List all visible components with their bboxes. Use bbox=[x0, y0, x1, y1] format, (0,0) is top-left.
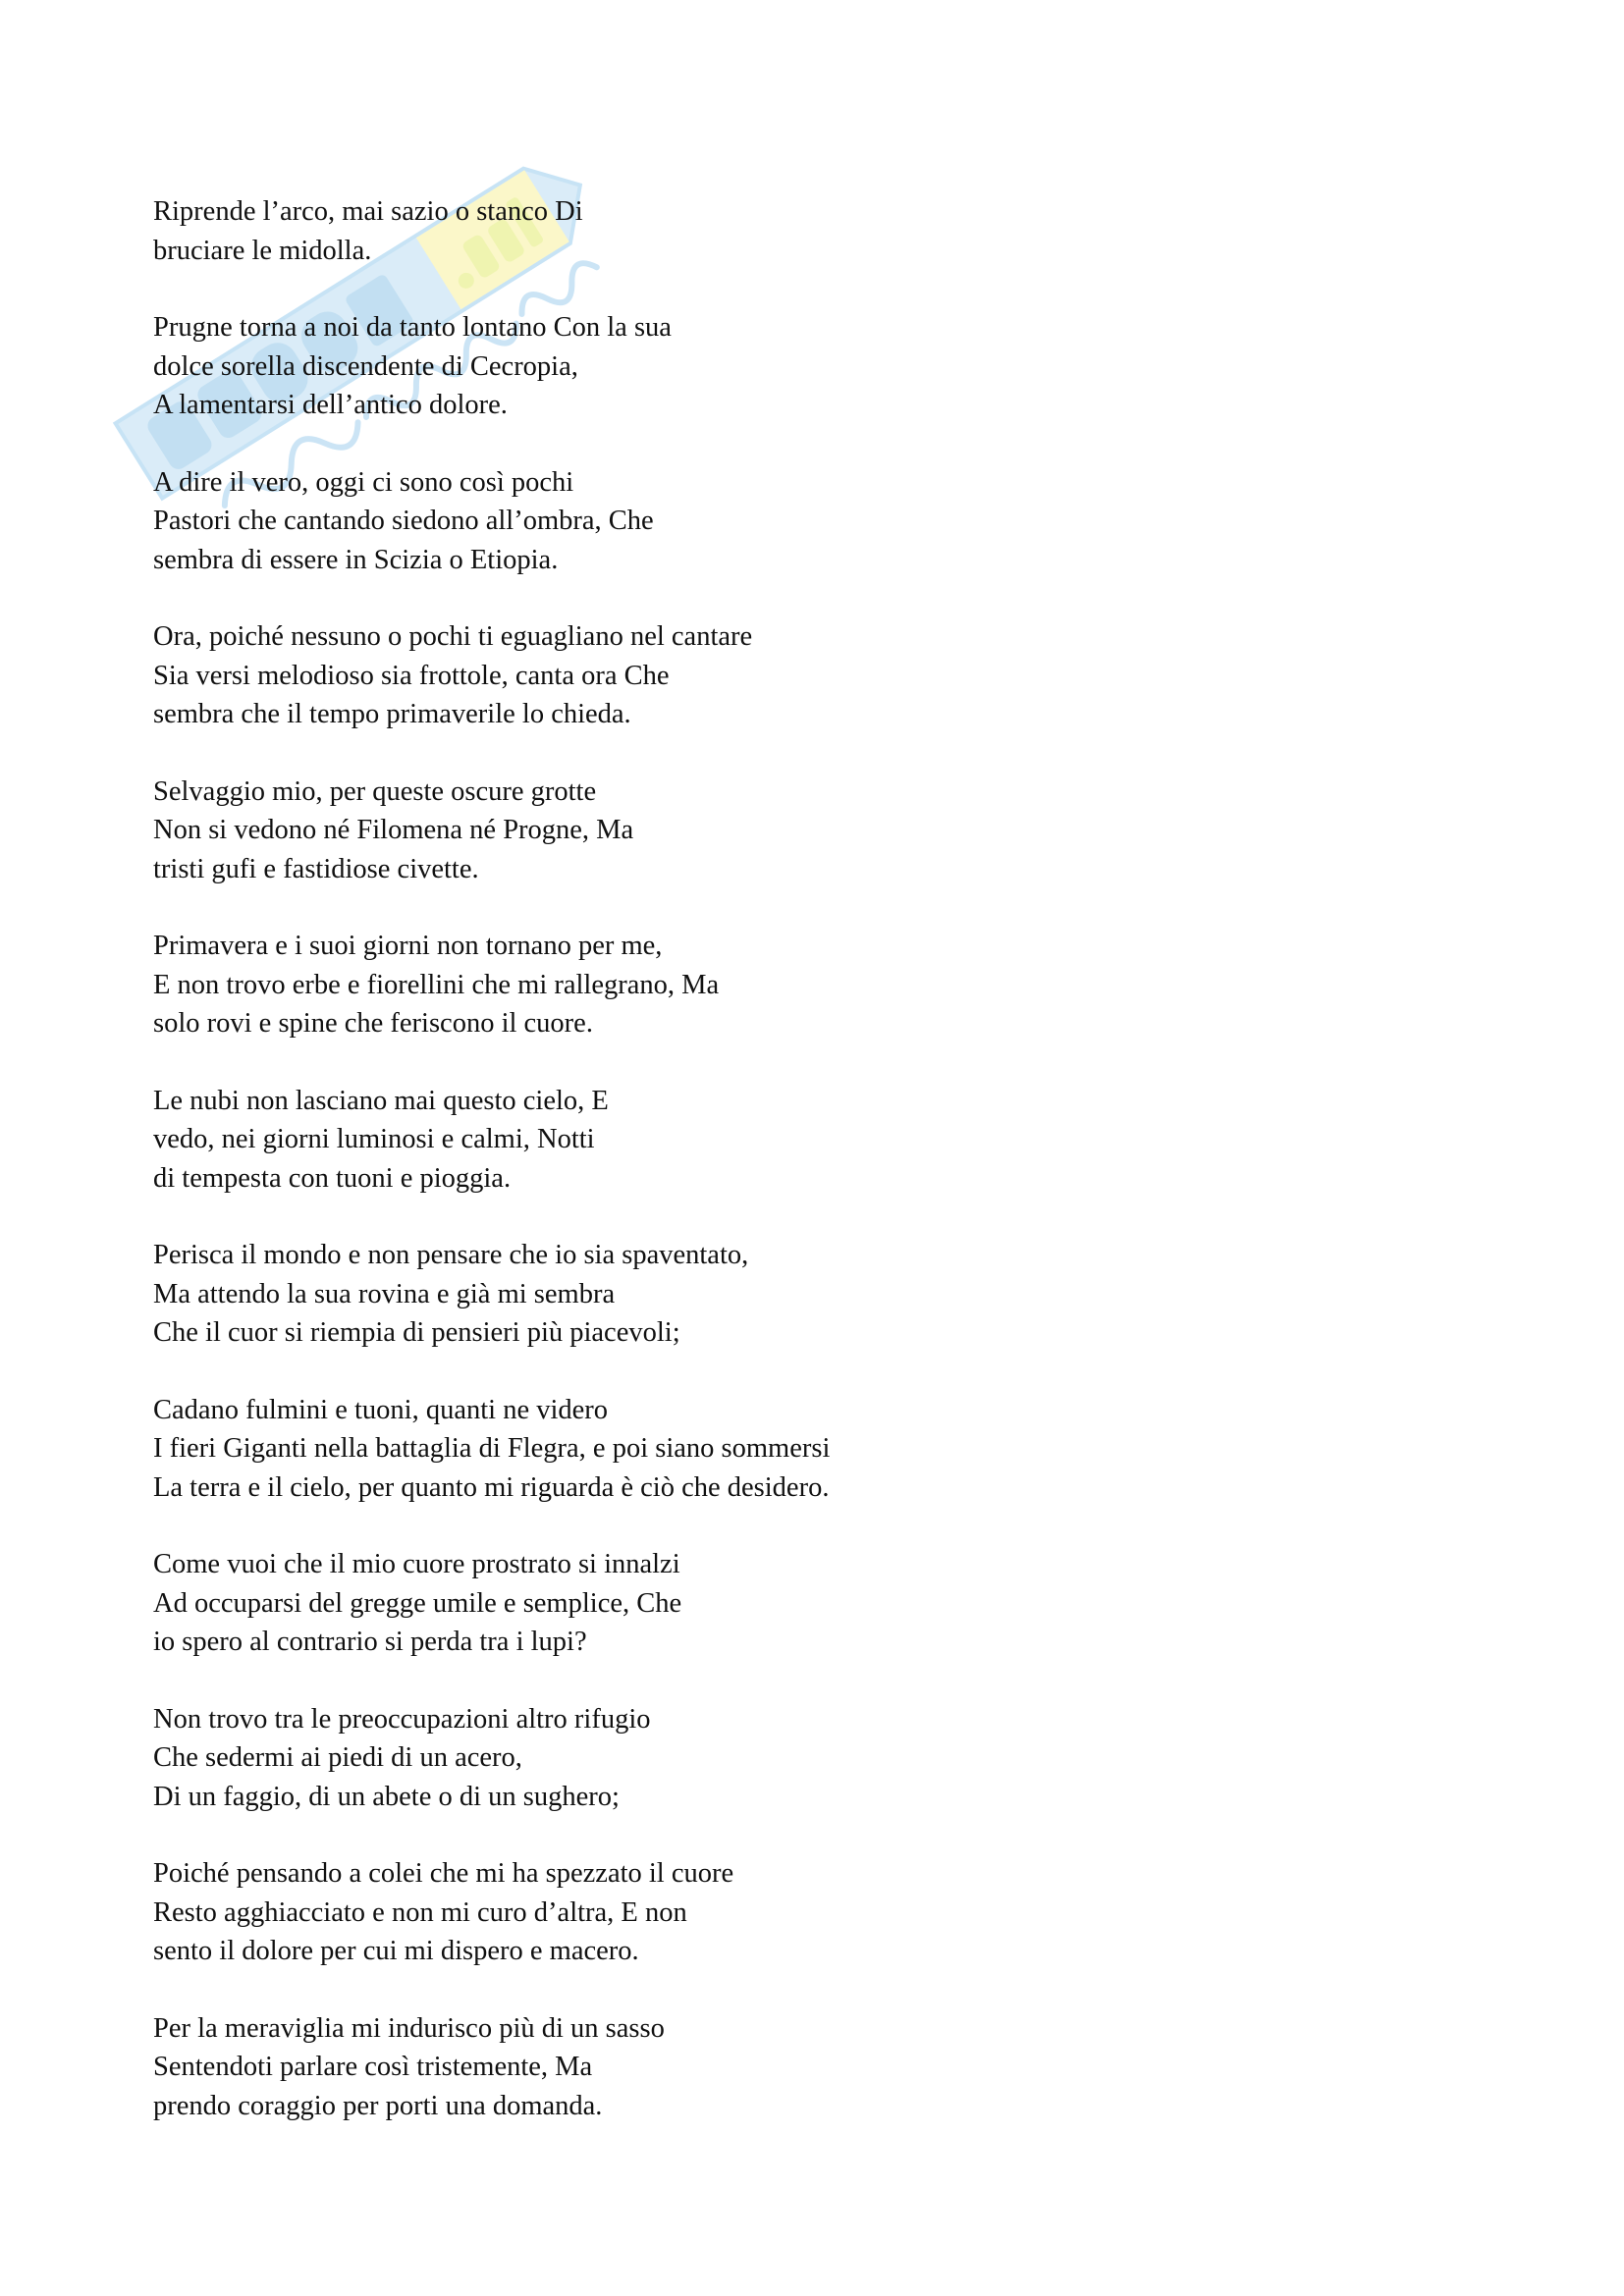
stanza bbox=[153, 927, 1233, 1043]
poem-line: Perisca il mondo e non pensare che io sia spaventato, bbox=[153, 1240, 749, 1270]
poem-line: Ad occuparsi del gregge umile e semplice, Che bbox=[153, 1587, 682, 1619]
poem-line: La terra e il cielo, per quanto mi riguarda è ciò che desidero. bbox=[153, 1471, 830, 1503]
poem-line: sembra di essere in Scizia o Etiopia. bbox=[153, 544, 559, 575]
poem-line: Ora, poiché nessuno o pochi ti eguagliano nel cantare bbox=[153, 621, 753, 652]
stanza bbox=[153, 617, 1233, 734]
poem-line: Le nubi non lasciano mai questo cielo, E bbox=[153, 1085, 609, 1116]
poem-line: Per la meraviglia mi indurisco più di un sasso bbox=[153, 2012, 665, 2044]
poem-line: E non trovo erbe e fiorellini che mi rallegrano, Ma bbox=[153, 969, 720, 1000]
poem-line: Primavera e i suoi giorni non tornano per me, bbox=[153, 931, 663, 961]
stanza bbox=[153, 1700, 1233, 1817]
poem-line: A dire il vero, oggi ci sono così pochi bbox=[153, 466, 574, 498]
poem-line: Riprende l’arco, mai sazio o stanco Di bbox=[153, 196, 583, 227]
stanza bbox=[153, 308, 1233, 425]
poem-line: Sia versi melodioso sia frottole, canta ora Che bbox=[153, 660, 670, 691]
poem-line: Come vuoi che il mio cuore prostrato si innalzi bbox=[153, 1549, 680, 1579]
poem-line: tristi gufi e fastidiose civette. bbox=[153, 853, 479, 884]
poem-line: Non trovo tra le preoccupazioni altro rifugio bbox=[153, 1703, 651, 1735]
poem-line: bruciare le midolla. bbox=[153, 235, 372, 266]
stanza bbox=[153, 1854, 1233, 1971]
stanza bbox=[153, 463, 1233, 580]
stanza bbox=[153, 1082, 1233, 1199]
poem-line: Pastori che cantando siedono all’ombra, Che bbox=[153, 506, 654, 536]
poem-line: Cadano fulmini e tuoni, quanti ne videro bbox=[153, 1394, 609, 1425]
poem-line: io spero al contrario si perda tra i lupi? bbox=[153, 1627, 587, 1657]
stanza bbox=[153, 773, 1233, 889]
poem-line: Selvaggio mio, per queste oscure grotte bbox=[153, 775, 597, 807]
poem-line: dolce sorella discendente di Cecropia, bbox=[153, 350, 578, 382]
stanza bbox=[153, 2009, 1233, 2126]
poem-line: di tempesta con tuoni e pioggia. bbox=[153, 1162, 512, 1194]
stanza bbox=[153, 1545, 1233, 1662]
stanza bbox=[153, 1236, 1233, 1353]
poem-text bbox=[153, 192, 1233, 2163]
poem-line: sento il dolore per cui mi dispero e macero. bbox=[153, 1936, 639, 1966]
poem-line: solo rovi e spine che feriscono il cuore. bbox=[153, 1008, 593, 1039]
poem-line: Che sedermi ai piedi di un acero, bbox=[153, 1742, 522, 1773]
poem-line: Non si vedono né Filomena né Progne, Ma bbox=[153, 815, 634, 845]
stanza bbox=[153, 1391, 1233, 1508]
poem-line: A lamentarsi dell’antico dolore. bbox=[153, 390, 508, 420]
poem-line: prendo coraggio per porti una domanda. bbox=[153, 2090, 603, 2121]
poem-line: vedo, nei giorni luminosi e calmi, Notti bbox=[153, 1124, 595, 1154]
poem-line: Che il cuor si riempia di pensieri più piacevoli; bbox=[153, 1317, 680, 1348]
poem-line: I fieri Giganti nella battaglia di Flegra, e poi siano sommersi bbox=[153, 1433, 831, 1464]
poem-line: Resto agghiacciato e non mi curo d’altra, E non bbox=[153, 1896, 687, 1928]
poem-line: Sentendoti parlare così tristemente, Ma bbox=[153, 2052, 593, 2082]
poem-line: sembra che il tempo primaverile lo chieda. bbox=[153, 699, 631, 729]
poem-line: Di un faggio, di un abete o di un sughero; bbox=[153, 1781, 620, 1812]
poem-line: Ma attendo la sua rovina e già mi sembra bbox=[153, 1278, 616, 1309]
stanza bbox=[153, 192, 1233, 270]
poem-line: Poiché pensando a colei che mi ha spezzato il cuore bbox=[153, 1858, 734, 1889]
poem-line: Prugne torna a noi da tanto lontano Con la sua bbox=[153, 312, 672, 343]
